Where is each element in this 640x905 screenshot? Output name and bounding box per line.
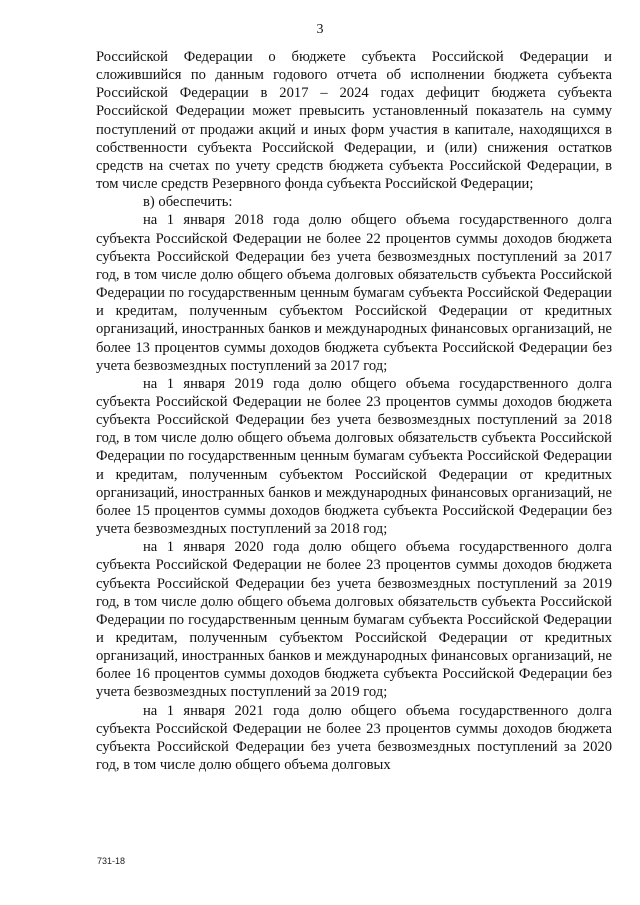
- paragraph-2018: на 1 января 2018 года долю общего объема государственного долга субъекта Российской Федерации не более 22 процентов суммы доходов бюджета субъекта Российской Федерации без учета безвозмездных поступлений за 2017 год, в том числе долю общего объема долговых обязательств субъекта Российской Федерации по государственным ценным бумагам субъекта Российской Федерации и кредитам, полученным субъектом Российской Федерации от кредитных организаций, иностранных банков и международных финансовых организаций, не более 13 процентов суммы доходов бюджета субъекта Российской Федерации без учета безвозмездных поступлений за 2017 год;: [96, 212, 612, 374]
- paragraph-2021: на 1 января 2021 года долю общего объема государственного долга субъекта Российской Федерации не более 23 процентов суммы доходов бюджета субъекта Российской Федерации без учета безвозмездных поступлений за 2020 год, в том числе долю общего объема долговых: [96, 702, 612, 774]
- paragraph-subitem-v: в) обеспечить:: [143, 194, 233, 211]
- paragraph-continuation: Российской Федерации о бюджете субъекта Российской Федерации и сложившийся по данным годового отчета об исполнении бюджета субъекта Российской Федерации в 2017 – 2024 годах дефицит бюджета субъекта Российской Федерации может превысить установленный показатель на сумму поступлений от продажи акций и иных форм участия в капитале, находящихся в собственности субъекта Российской Федерации, и (или) снижения остатков средств на счетах по учету средств бюджета субъекта Российской Федерации, в том числе средств Резервного фонда субъекта Российской Федерации;: [96, 49, 612, 193]
- document-code: 731-18: [97, 856, 126, 866]
- paragraph-2020: на 1 января 2020 года долю общего объема государственного долга субъекта Российской Федерации не более 23 процентов суммы доходов бюджета субъекта Российской Федерации без учета безвозмездных поступлений за 2019 год, в том числе долю общего объема долговых обязательств субъекта Российской Федерации по государственным ценным бумагам субъекта Российской Федерации и кредитам, полученным субъектом Российской Федерации от кредитных организаций, иностранных банков и международных финансовых организаций, не более 16 процентов суммы доходов бюджета субъекта Российской Федерации без учета безвозмездных поступлений за 2019 год;: [96, 539, 612, 701]
- document-body: [96, 48, 612, 774]
- page-number: 3: [316, 22, 324, 37]
- paragraph-2019: на 1 января 2019 года долю общего объема государственного долга субъекта Российской Федерации не более 23 процентов суммы доходов бюджета субъекта Российской Федерации без учета безвозмездных поступлений за 2018 год, в том числе долю общего объема долговых обязательств субъекта Российской Федерации по государственным ценным бумагам субъекта Российской Федерации и кредитам, полученным субъектом Российской Федерации от кредитных организаций, иностранных банков и международных финансовых организаций, не более 15 процентов суммы доходов бюджета субъекта Российской Федерации без учета безвозмездных поступлений за 2018 год;: [96, 375, 612, 538]
